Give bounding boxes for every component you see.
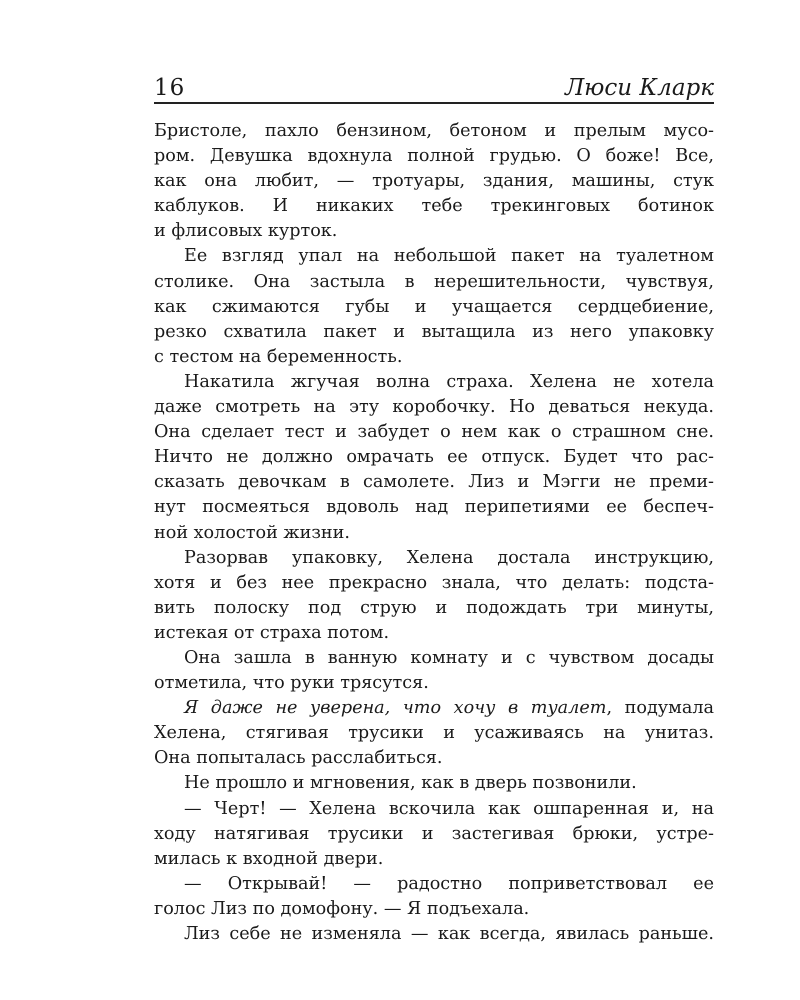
text-line: Хелена, стягивая трусики и усаживаясь на унитаз.	[154, 723, 714, 744]
text-line: сказать девочкам в самолете. Лиз и Мэгги не преми-	[154, 472, 714, 493]
header-rule	[154, 102, 714, 104]
text-line: Ничто не должно омрачать ее отпуск. Будет что рас-	[154, 447, 714, 468]
text-line: нут посмеяться вдоволь над перипетиями ее беспеч-	[154, 497, 714, 518]
text-line: вить полоску под струю и подождать три минуты,	[154, 597, 714, 618]
text-line: с тестом на беременность.	[154, 346, 403, 367]
text-line: милась к входной двери.	[154, 848, 384, 869]
text-line: — Черт! — Хелена вскочила как ошпаренная и, на	[184, 798, 714, 819]
running-head-author: Люси Кларк	[564, 75, 714, 101]
text-line: Ее взгляд упал на небольшой пакет на туалетном	[184, 246, 714, 267]
text-line: голос Лиз по домофону. — Я подъехала.	[154, 898, 530, 919]
italic-thought: Я даже не уверена, что хочу в туалет	[184, 698, 607, 719]
text-line: хотя и без нее прекрасно знала, что делать: подста-	[154, 572, 714, 593]
text-line: как она любит, — тротуары, здания, машины, стук	[154, 171, 714, 192]
text-line: — Открывай! — радостно поприветствовал ее	[184, 873, 714, 894]
text-line: резко схватила пакет и вытащила из него упаковку	[154, 321, 714, 342]
text-line: ром. Девушка вдохнула полной грудью. О боже! Все,	[154, 146, 714, 167]
italic-line-rest: , подумала	[606, 698, 714, 719]
page-header	[154, 74, 714, 104]
text-line: ной холостой жизни.	[154, 522, 350, 543]
text-line: Разорвав упаковку, Хелена достала инструкцию,	[184, 547, 714, 568]
text-line: даже смотреть на эту коробочку. Но деваться некуда.	[154, 397, 714, 418]
page-number: 16	[154, 75, 186, 101]
text-line: как сжимаются губы и учащается сердцебиение,	[154, 296, 714, 317]
text-line-italic	[154, 696, 714, 721]
text-line: столике. Она застыла в нерешительности, чувствуя,	[154, 271, 714, 292]
text-line: Накатила жгучая волна страха. Хелена не хотела	[184, 371, 714, 392]
text-line: Она попыталась расслабиться.	[154, 748, 443, 769]
body-text	[154, 119, 714, 947]
text-line: отметила, что руки трясутся.	[154, 673, 429, 694]
text-line: Она сделает тест и забудет о нем как о страшном сне.	[154, 422, 714, 443]
text-line: истекая от страха потом.	[154, 622, 390, 643]
text-line: Лиз себе не изменяла — как всегда, явилась раньше.	[184, 924, 714, 944]
text-line: каблуков. И никаких тебе трекинговых ботинок	[154, 196, 714, 217]
text-line: Она зашла в ванную комнату и с чувством досады	[184, 647, 714, 668]
text-line: Бристоле, пахло бензином, бетоном и прелым мусо-	[154, 121, 714, 141]
text-line: ходу натягивая трусики и застегивая брюки, устре-	[154, 823, 714, 844]
text-line: Не прошло и мгновения, как в дверь позвонили.	[184, 773, 637, 794]
text-line: и флисовых курток.	[154, 221, 338, 242]
